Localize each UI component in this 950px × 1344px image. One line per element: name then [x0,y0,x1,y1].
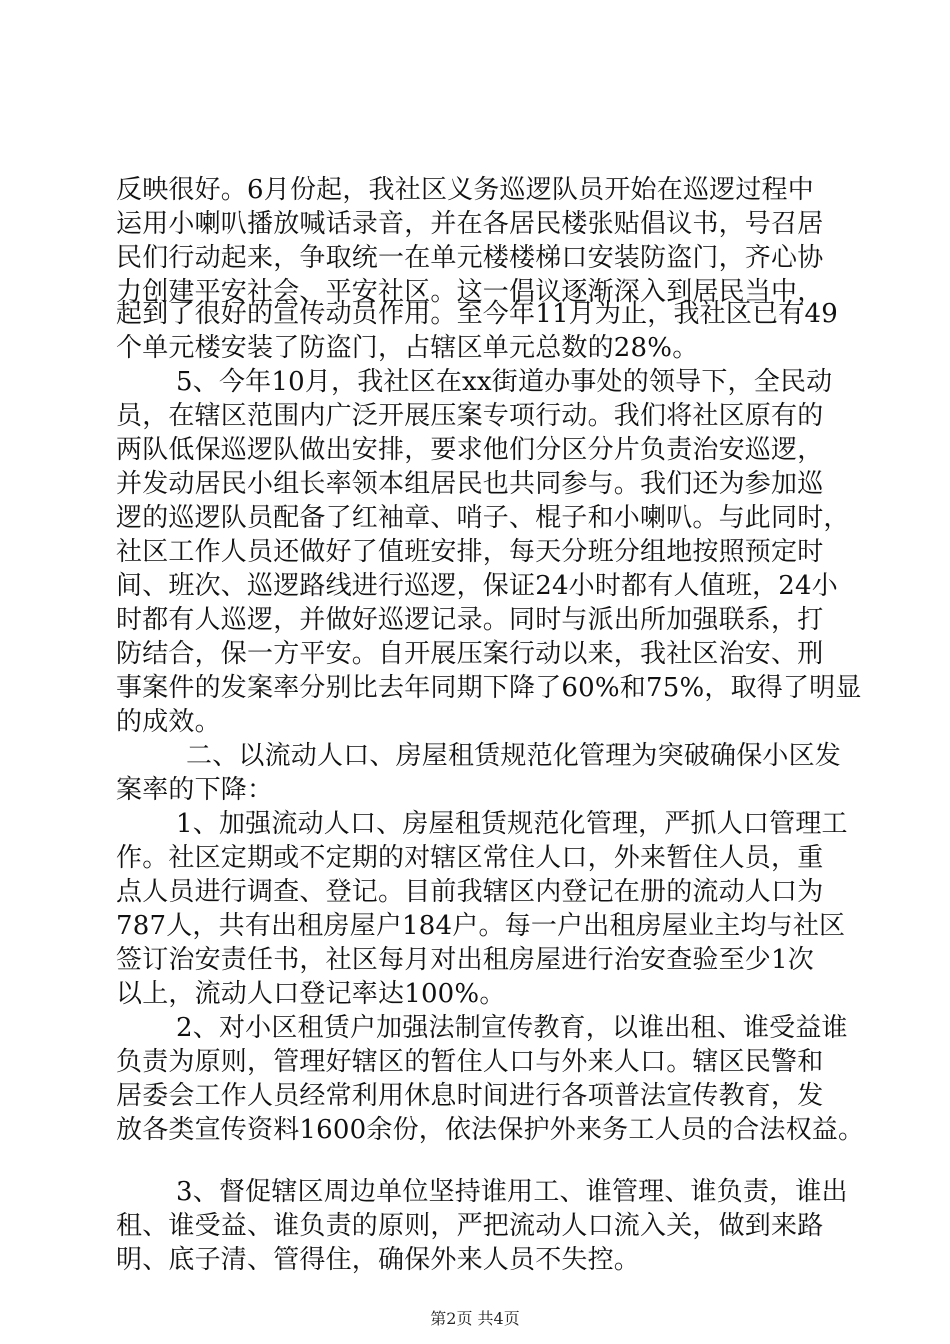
paragraph-line: 间、班次、巡逻路线进行巡逻，保证24小时都有人值班，24小 [116,571,838,601]
paragraph-line: 787人，共有出租房屋户184户。每一户出租房屋业主均与社区 [116,911,846,941]
paragraph-line: 运用小喇叭播放喊话录音，并在各居民楼张贴倡议书，号召居 [116,209,824,239]
paragraph-line: 并发动居民小组长率领本组居民也共同参与。我们还为参加巡 [116,469,824,499]
section-heading-line: 二、以流动人口、房屋租赁规范化管理为突破确保小区发 [186,741,842,771]
paragraph-line: 租、谁受益、谁负责的原则，严把流动人口流入关，做到来路 [116,1211,824,1241]
paragraph-line: 两队低保巡逻队做出安排，要求他们分区分片负责治安巡逻， [116,435,824,465]
paragraph-line: 力创建平安社会、平安社区。这一倡议逐渐深入到居民当中， [116,277,824,307]
paragraph-line: 1、加强流动人口、房屋租赁规范化管理，严抓人口管理工 [176,809,848,839]
paragraph-line: 5、今年10月，我社区在xx街道办事处的领导下，全民动 [176,367,833,397]
page-footer: 第2页 共4页 [430,1309,520,1328]
paragraph-line: 个单元楼安装了防盗门，占辖区单元总数的28%。 [116,333,699,363]
paragraph-line: 点人员进行调查、登记。目前我辖区内登记在册的流动人口为 [116,877,824,907]
paragraph-line: 起到了很好的宣传动员作用。至今年11月为止，我社区已有49 [116,299,838,329]
paragraph-line: 3、督促辖区周边单位坚持谁用工、谁管理、谁负责，谁出 [176,1177,848,1207]
paragraph-line: 居委会工作人员经常利用休息时间进行各项普法宣传教育，发 [116,1081,824,1111]
paragraph-line: 民们行动起来，争取统一在单元楼楼梯口安装防盗门，齐心协 [116,243,824,273]
paragraph-line: 作。社区定期或不定期的对辖区常住人口，外来暂住人员，重 [116,843,824,873]
paragraph-line: 防结合，保一方平安。自开展压案行动以来，我社区治安、刑 [116,639,824,669]
paragraph-line: 逻的巡逻队员配备了红袖章、哨子、棍子和小喇叭。与此同时， [116,503,850,533]
paragraph-line: 以上，流动人口登记率达100%。 [116,979,506,1009]
section-heading-line: 案率的下降： [116,775,274,805]
paragraph-line: 放各类宣传资料1600余份，依法保护外来务工人员的合法权益。 [116,1115,865,1145]
paragraph-line: 负责为原则，管理好辖区的暂住人口与外来人口。辖区民警和 [116,1047,824,1077]
paragraph-line: 社区工作人员还做好了值班安排，每天分班分组地按照预定时 [116,537,824,567]
paragraph-line: 签订治安责任书，社区每月对出租房屋进行治安查验至少1次 [116,945,814,975]
paragraph-line: 时都有人巡逻，并做好巡逻记录。同时与派出所加强联系，打 [116,605,824,635]
paragraph-line: 事案件的发案率分别比去年同期下降了60%和75%，取得了明显 [116,673,862,703]
paragraph-line: 2、对小区租赁户加强法制宣传教育，以谁出租、谁受益谁 [176,1013,848,1043]
paragraph-line: 明、底子清、管得住，确保外来人员不失控。 [116,1245,641,1275]
paragraph-line: 的成效。 [116,707,221,737]
paragraph-line: 反映很好。6月份起，我社区义务巡逻队员开始在巡逻过程中 [116,175,814,205]
paragraph-line: 员，在辖区范围内广泛开展压案专项行动。我们将社区原有的 [116,401,824,431]
